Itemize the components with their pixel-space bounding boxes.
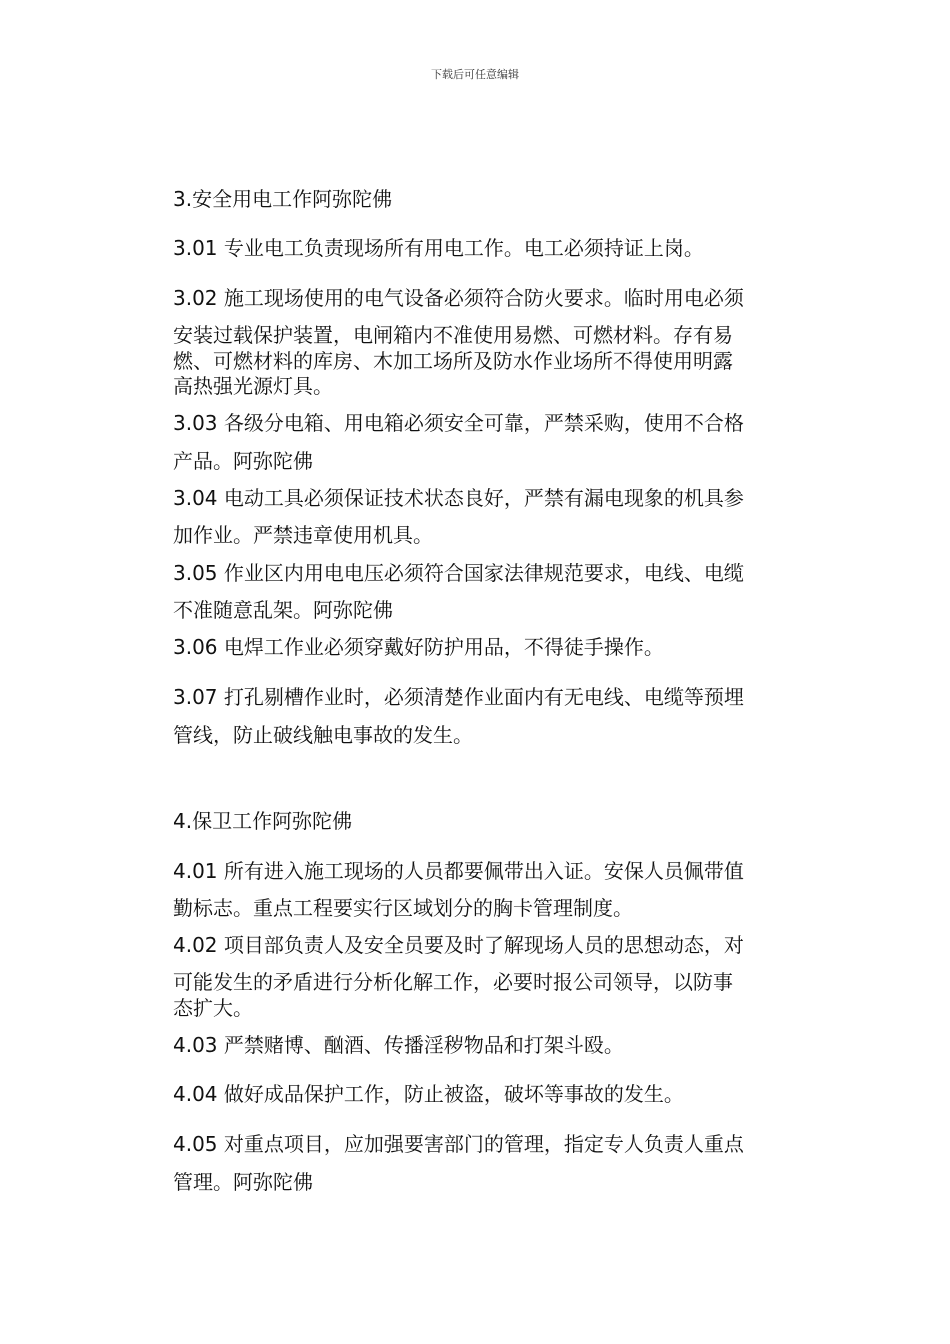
paragraph-line: 不准随意乱架。阿弥陀佛	[173, 598, 393, 622]
paragraph-line: 3.01 专业电工负责现场所有用电工作。电工必须持证上岗。	[173, 236, 704, 260]
paragraph-line: 3.04 电动工具必须保证技术状态良好，严禁有漏电现象的机具参	[173, 486, 744, 510]
section-heading-3: 3.安全用电工作阿弥陀佛	[173, 187, 393, 211]
paragraph-line: 加作业。严禁违章使用机具。	[173, 523, 433, 547]
paragraph-line: 勤标志。重点工程要实行区域划分的胸卡管理制度。	[173, 896, 633, 920]
paragraph-line: 4.05 对重点项目，应加强要害部门的管理，指定专人负责人重点	[173, 1132, 744, 1156]
paragraph-line: 燃、可燃材料的库房、木加工场所及防水作业场所不得使用明露	[173, 349, 733, 373]
page-header: 下载后可任意编辑	[431, 68, 519, 81]
paragraph-line: 管线，防止破线触电事故的发生。	[173, 723, 473, 747]
paragraph-line: 管理。阿弥陀佛	[173, 1170, 313, 1194]
paragraph-line: 3.07 打孔剔槽作业时，必须清楚作业面内有无电线、电缆等预埋	[173, 685, 744, 709]
section-heading-4: 4.保卫工作阿弥陀佛	[173, 809, 353, 833]
paragraph-line: 3.02 施工现场使用的电气设备必须符合防火要求。临时用电必须	[173, 286, 744, 310]
paragraph-line: 4.01 所有进入施工现场的人员都要佩带出入证。安保人员佩带值	[173, 859, 744, 883]
paragraph-line: 4.02 项目部负责人及安全员要及时了解现场人员的思想动态，对	[173, 933, 744, 957]
paragraph-line: 3.03 各级分电箱、用电箱必须安全可靠，严禁采购，使用不合格	[173, 411, 744, 435]
paragraph-line: 4.03 严禁赌博、酗酒、传播淫秽物品和打架斗殴。	[173, 1033, 624, 1057]
paragraph-line: 安装过载保护装置，电闸箱内不准使用易燃、可燃材料。存有易	[173, 323, 733, 347]
paragraph-line: 高热强光源灯具。	[173, 374, 333, 398]
paragraph-line: 4.04 做好成品保护工作，防止被盗，破坏等事故的发生。	[173, 1082, 684, 1106]
paragraph-line: 可能发生的矛盾进行分析化解工作，必要时报公司领导，以防事	[173, 970, 733, 994]
paragraph-line: 3.06 电焊工作业必须穿戴好防护用品，不得徒手操作。	[173, 635, 664, 659]
paragraph-line: 产品。阿弥陀佛	[173, 449, 313, 473]
paragraph-line: 态扩大。	[173, 996, 253, 1020]
paragraph-line: 3.05 作业区内用电电压必须符合国家法律规范要求，电线、电缆	[173, 561, 744, 585]
